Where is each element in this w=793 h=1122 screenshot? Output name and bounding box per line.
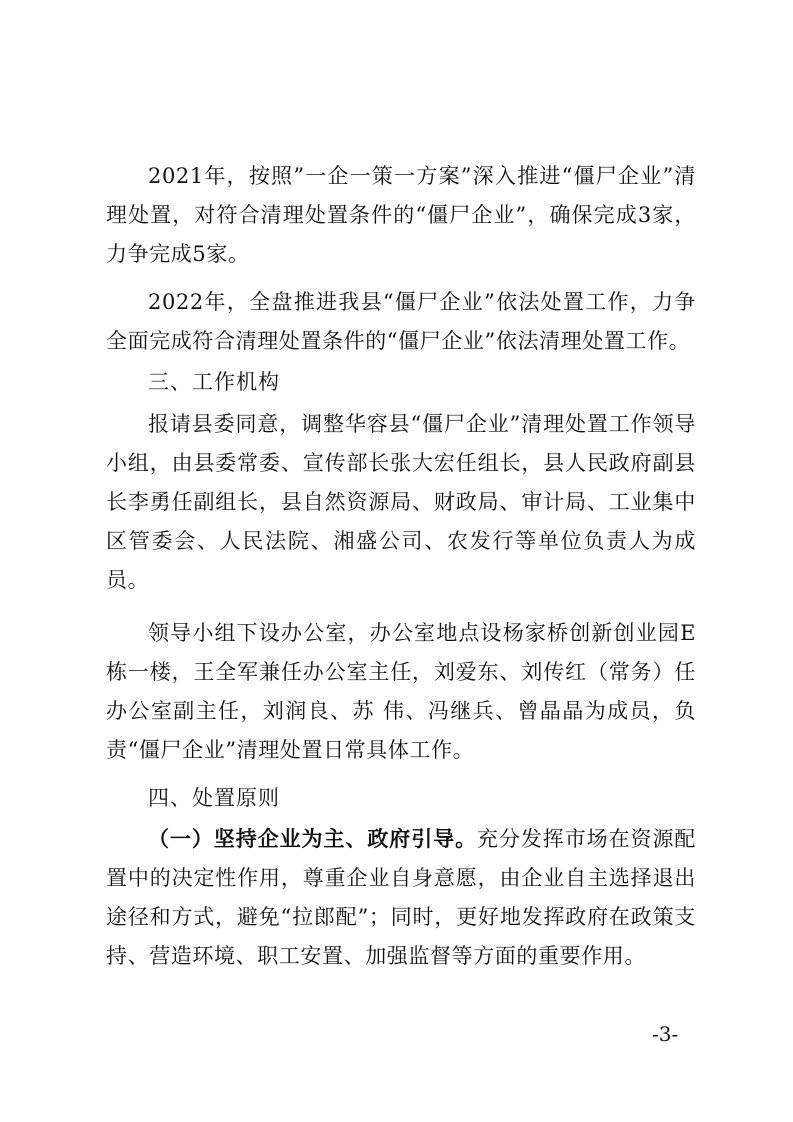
principle-one-body: 充分发挥市场在资源配置中的决定性作用，尊重企业自身意愿，由企业自主选择退出途径和方式，避免“拉郎配”；同时，更好地发挥政府在政策支持、营造环境、职工安置、加强监督等方面的重要作用。 — [106, 827, 696, 968]
principle-one-lead: （一）坚持企业为主、政府引导。 — [148, 827, 477, 851]
paragraph-office-setup: 领导小组下设办公室，办公室地点设杨家桥创新创业园E栋一楼，王全军兼任办公室主任，刘爱东、刘传红（常务）任办公室副主任，刘润良、苏 伟、冯继兵、曾晶晶为成员，负责“僵尸企业”清理处置日常具体工作。 — [106, 621, 696, 762]
page-number: -3- — [652, 1022, 679, 1046]
paragraph-2022-goal: 2022年，全盘推进我县“僵尸企业”依法处置工作，力争全面完成符合清理处置条件的“僵尸企业”依法清理处置工作。 — [106, 290, 696, 353]
paragraph-principle-one — [106, 820, 696, 976]
section-heading-work-organization: 三、工作机构 — [148, 370, 280, 394]
section-heading-disposal-principles: 四、处置原则 — [148, 786, 280, 810]
paragraph-2021-goal: 2021年，按照”一企一策一方案”深入推进“僵尸企业”清理处置，对符合清理处置条件的“僵尸企业”，确保完成3家，力争完成5家。 — [106, 164, 696, 266]
paragraph-leadership-group: 报请县委同意，调整华容县“僵尸企业”清理处置工作领导小组，由县委常委、宣传部长张大宏任组长，县人民政府副县长李勇任副组长，县自然资源局、财政局、审计局、工业集中区管委会、人民法院、湘盛公司、农发行等单位负责人为成员。 — [106, 412, 696, 592]
